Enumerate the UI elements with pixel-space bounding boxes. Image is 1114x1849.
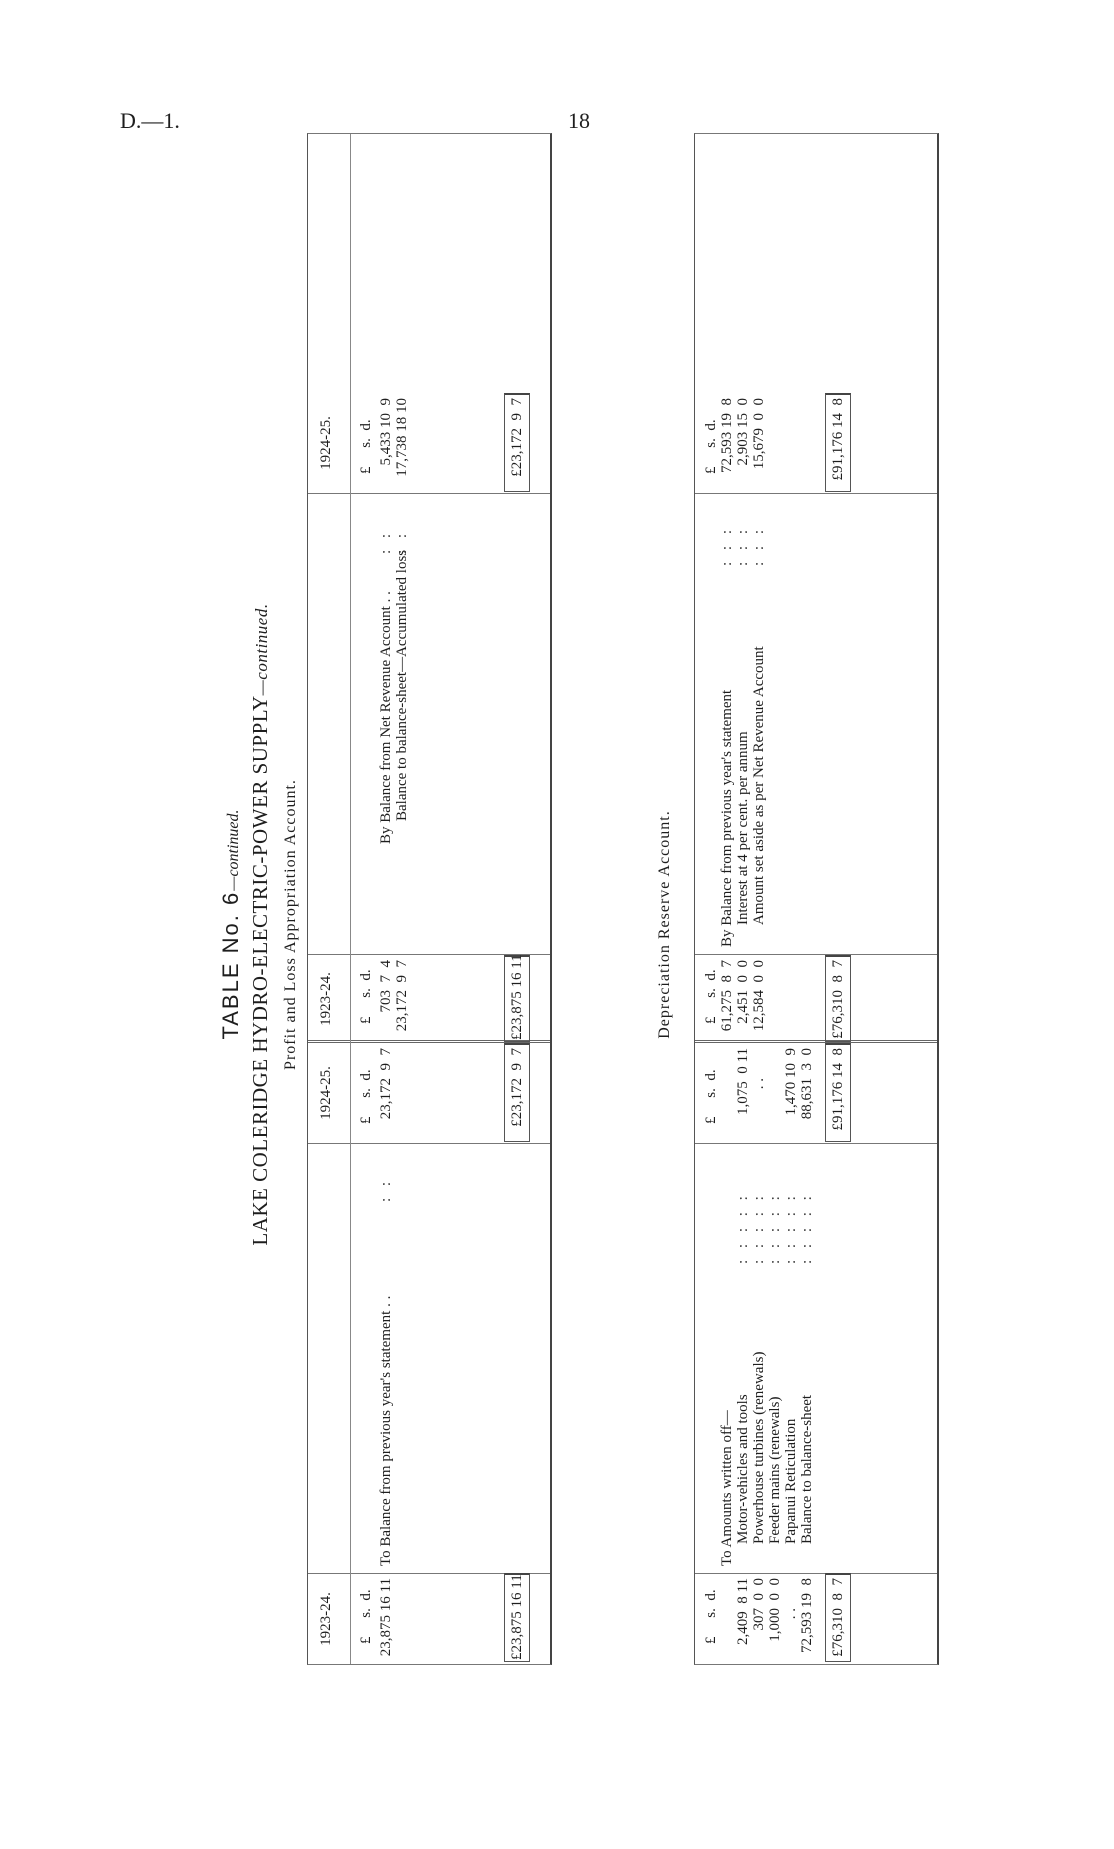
page-reference: D.—1.	[120, 108, 180, 133]
leader-dots: : :	[394, 529, 410, 554]
column-divider	[695, 493, 937, 494]
amount-cell: 1,000 0 0	[767, 1578, 783, 1642]
amount-cell: 2,903 15 0	[735, 398, 751, 466]
table-subtitle	[248, 0, 273, 1849]
total-cell: £91,176 14 8	[830, 398, 846, 481]
amount-cell: 703 7 4	[378, 960, 394, 1013]
entry-text: Balance to balance-sheet	[799, 1394, 815, 1544]
amount-cell: 2,451 0 0	[735, 960, 751, 1024]
leader-dots: : : : : :	[735, 1192, 751, 1264]
table-title-suffix: —continued.	[225, 809, 242, 891]
entry-text: Powerhouse turbines (renewals)	[751, 1351, 767, 1544]
col-head-1923-24: 1923-24.	[318, 972, 334, 1026]
lsd-header: £ s. d.	[703, 419, 719, 474]
amount-cell: . .	[751, 1078, 767, 1090]
table-title	[218, 0, 244, 1849]
amount-cell: . .	[783, 1608, 799, 1620]
total-cell: £76,310 8 7	[830, 1578, 846, 1657]
page-number: 18	[568, 108, 590, 133]
amount-cell: 1,470 10 9	[783, 1048, 799, 1116]
depreciation-heading: Depreciation Reserve Account.	[656, 810, 673, 1039]
lsd-header: £ s. d.	[703, 1589, 719, 1644]
leader-dots: : :	[378, 1177, 394, 1202]
leader-dots: : : : : :	[767, 1192, 783, 1264]
total-cell: £76,310 8 7	[830, 960, 846, 1039]
amount-cell: 88,631 3 0	[799, 1048, 815, 1120]
total-cell: £91,176 14 8	[830, 1048, 846, 1131]
entry-text: By Balance from Net Revenue Account . .	[378, 591, 394, 844]
profit-loss-heading: Profit and Loss Appropriation Account.	[282, 779, 299, 1070]
leader-dots: : : : : :	[783, 1192, 799, 1264]
entry-text: Motor-vehicles and tools	[735, 1394, 751, 1544]
lsd-header: £ s. d.	[703, 969, 719, 1024]
total-cell: £23,172 9 7	[509, 1048, 525, 1127]
total-cell: £23,172 9 7	[509, 398, 525, 477]
col-head-1923-24: 1923-24.	[318, 1592, 334, 1646]
amount-cell: 1,075 0 11	[735, 1048, 751, 1115]
column-divider	[695, 954, 937, 955]
entry-text: Balance to balance-sheet—Accumulated loss	[394, 549, 410, 821]
column-divider	[308, 493, 550, 494]
amount-cell: 2,409 8 11	[735, 1578, 751, 1645]
lsd-header: £ s. d.	[703, 1069, 719, 1124]
column-divider	[308, 1143, 550, 1144]
col-head-1924-25: 1924-25.	[318, 416, 334, 470]
amount-cell: 5,433 10 9	[378, 398, 394, 466]
table-subtitle-suffix: —continued.	[252, 603, 271, 696]
entry-text: To Balance from previous year's statement . .	[378, 1295, 394, 1566]
leader-dots: : : :	[719, 525, 735, 566]
leader-dots: : : :	[751, 525, 767, 566]
leader-dots: : :	[378, 529, 394, 554]
lsd-header: £ s. d.	[358, 419, 374, 474]
amount-cell: 23,172 9 7	[394, 960, 410, 1032]
amount-cell: 15,679 0 0	[751, 398, 767, 470]
leader-dots: : : :	[735, 525, 751, 566]
header-rule	[350, 134, 351, 1664]
column-divider	[695, 1143, 937, 1144]
amount-cell: 12,584 0 0	[751, 960, 767, 1032]
lsd-header: £ s. d.	[358, 969, 374, 1024]
entry-text: Interest at 4 per cent. per annum	[735, 731, 751, 925]
amount-cell: 72,593 19 8	[799, 1578, 815, 1653]
entry-text: Papanui Reticulation	[783, 1418, 799, 1544]
col-head-1924-25: 1924-25.	[318, 1066, 334, 1120]
table-subtitle-text: LAKE COLERIDGE HYDRO-ELECTRIC-POWER SUPPLY	[248, 695, 272, 1246]
amount-cell: 72,593 19 8	[719, 398, 735, 473]
profit-loss-table	[307, 133, 552, 1665]
amount-cell: 307 0 0	[751, 1578, 767, 1631]
entry-text: Feeder mains (renewals)	[767, 1396, 783, 1544]
amount-cell: 17,738 18 10	[394, 398, 410, 477]
lsd-header: £ s. d.	[358, 1589, 374, 1644]
leader-dots: : : : : :	[799, 1192, 815, 1264]
total-cell: £23,875 16 11	[509, 1574, 525, 1660]
table-title-text: TABLE No. 6	[218, 890, 243, 1040]
entry-text: To Amounts written off—	[719, 1410, 735, 1566]
depreciation-table	[694, 133, 939, 1665]
lsd-header: £ s. d.	[358, 1069, 374, 1124]
amount-cell: 23,172 9 7	[378, 1048, 394, 1120]
total-cell: £23,875 16 11	[509, 954, 525, 1040]
amount-cell: 23,875 16 11	[378, 1578, 394, 1657]
entry-text: By Balance from previous year's statement	[719, 689, 735, 947]
leader-dots: : : : : :	[751, 1192, 767, 1264]
amount-cell: 61,275 8 7	[719, 960, 735, 1032]
entry-text: Amount set aside as per Net Revenue Account	[751, 646, 767, 925]
column-divider	[695, 1573, 937, 1574]
